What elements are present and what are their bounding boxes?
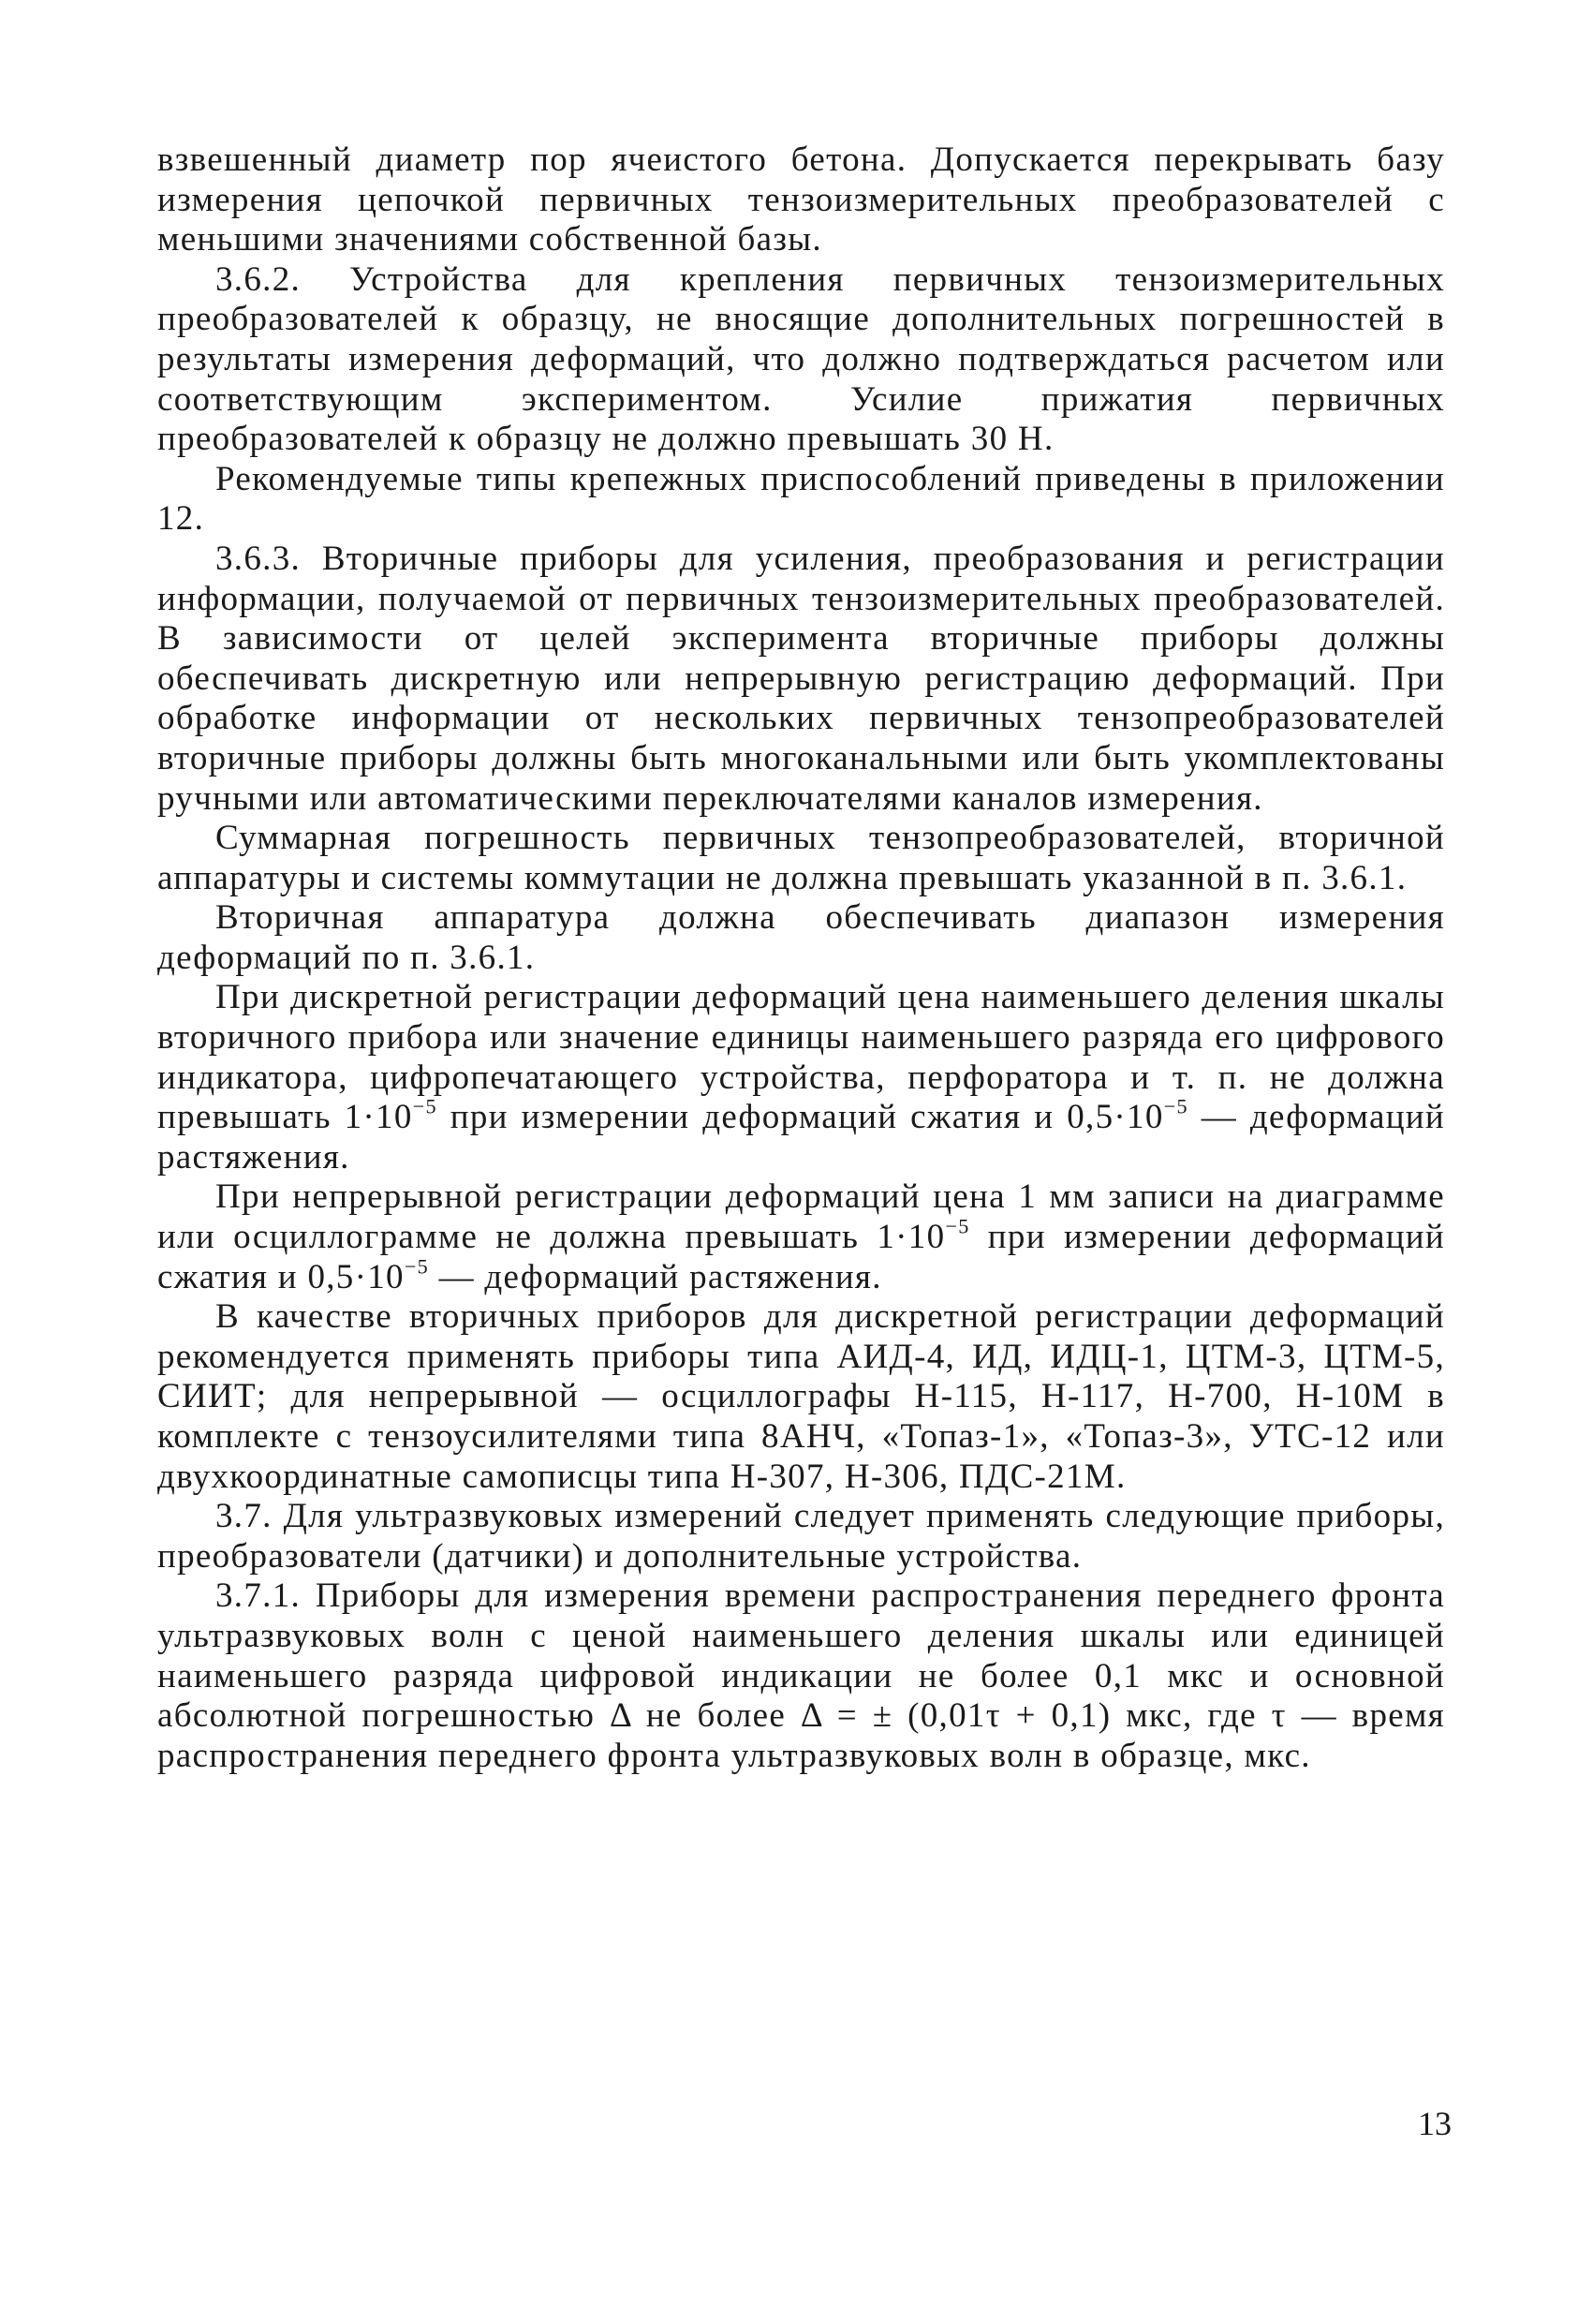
paragraph (157, 1497, 1445, 1576)
paragraph (157, 819, 1445, 898)
text-run: В качестве вторичных приборов для дискретной регистрации деформаций рекомендуется применять приборы типа АИД-4, ИД, ИДЦ-1, ЦТМ-3, ЦТМ-5, СИИТ; для непрерывной — осциллографы Н-115, Н-117, Н-700, Н-10М в комплекте с тензоусилителями типа 8АНЧ, «Топаз-1», «Топаз-3», УТС-12 или двухкоординатные самописцы типа Н-307, Н-306, ПДС-21М. (157, 1297, 1445, 1496)
text-run: При дискретной регистрации деформаций цена наименьшего деления шкалы вторичного прибора или значение единицы наименьшего разряда его цифрового индикатора, цифропечатающего устройства, перфоратора и т. п. не должна превышать 1·10 (157, 978, 1445, 1137)
paragraph (157, 460, 1445, 540)
text-run: 3.6.2. Устройства для крепления первичных тензоизмерительных преобразователей к образцу, не вносящие дополнительных погрешностей в результаты измерения деформаций, что должно подтверждаться расчетом или соответствующим экспериментом. Усилие прижатия первичных преобразователей к образцу не должно превышать 30 Н. (157, 259, 1445, 459)
paragraph (157, 1177, 1445, 1297)
paragraph (157, 141, 1445, 260)
text-run: при измерении деформаций сжатия и 0,5·10 (436, 1098, 1164, 1137)
paragraph (157, 540, 1445, 819)
text-run: — деформаций растяжения. (157, 1098, 1445, 1177)
text-run: взвешенный диаметр пор ячеистого бетона. Допускается перекрывать базу измерения цепочкой первичных тензоизмерительных преобразователей с меньшими значениями собственной базы. (157, 141, 1445, 259)
paragraph (157, 1576, 1445, 1776)
text-run: Суммарная погрешность первичных тензопреобразователей, вторичной аппаратуры и системы коммутации не должна превышать указанной в п. 3.6.1. (157, 819, 1445, 897)
paragraph (157, 898, 1445, 978)
paragraph (157, 1297, 1445, 1497)
exponent: −5 (945, 1214, 970, 1238)
body-text (157, 141, 1445, 1776)
exponent: −5 (404, 1254, 430, 1279)
text-run: При непрерывной регистрации деформаций цена 1 мм записи на диаграмме или осциллограмме не должна превышать 1·10 (157, 1177, 1445, 1257)
exponent: −5 (1163, 1094, 1188, 1118)
text-run: 3.6.3. Вторичные приборы для усиления, преобразования и регистрации информации, получаемой от первичных тензоизмерительных преобразователей. В зависимости от целей эксперимента вторичные приборы должны обеспечивать дискретную или непрерывную регистрацию деформаций. При обработке информации от нескольких первичных тензопреобразователей вторичные приборы должны быть многоканальными или быть укомплектованы ручными или автоматическими переключателями каналов измерения. (157, 539, 1445, 818)
text-run: Рекомендуемые типы крепежных приспособлений приведены в приложении 12. (157, 459, 1445, 539)
text-run: 3.7.1. Приборы для измерения времени распространения переднего фронта ультразвуковых волн с ценой наименьшего деления шкалы или единицей наименьшего разряда цифровой индикации не более 0,1 мкс и основной абсолютной погрешностью Δ не более Δ = ± (0,01τ + 0,1) мкс, где τ — время распространения переднего фронта ультразвуковых волн в образце, мкс. (157, 1576, 1445, 1775)
text-run: Вторичная аппаратура должна обеспечивать диапазон измерения деформаций по п. 3.6.1. (157, 898, 1445, 977)
text-run: 3.7. Для ультразвуковых измерений следует применять следующие приборы, преобразователи (датчики) и дополнительные устройства. (157, 1497, 1445, 1576)
paragraph (157, 978, 1445, 1177)
text-run: при измерении деформаций сжатия и 0,5·10 (157, 1218, 1445, 1296)
exponent: −5 (412, 1094, 437, 1118)
text-run: — деформаций растяжения. (429, 1257, 882, 1296)
paragraph (157, 260, 1445, 460)
page-number: 13 (1418, 2105, 1452, 2142)
